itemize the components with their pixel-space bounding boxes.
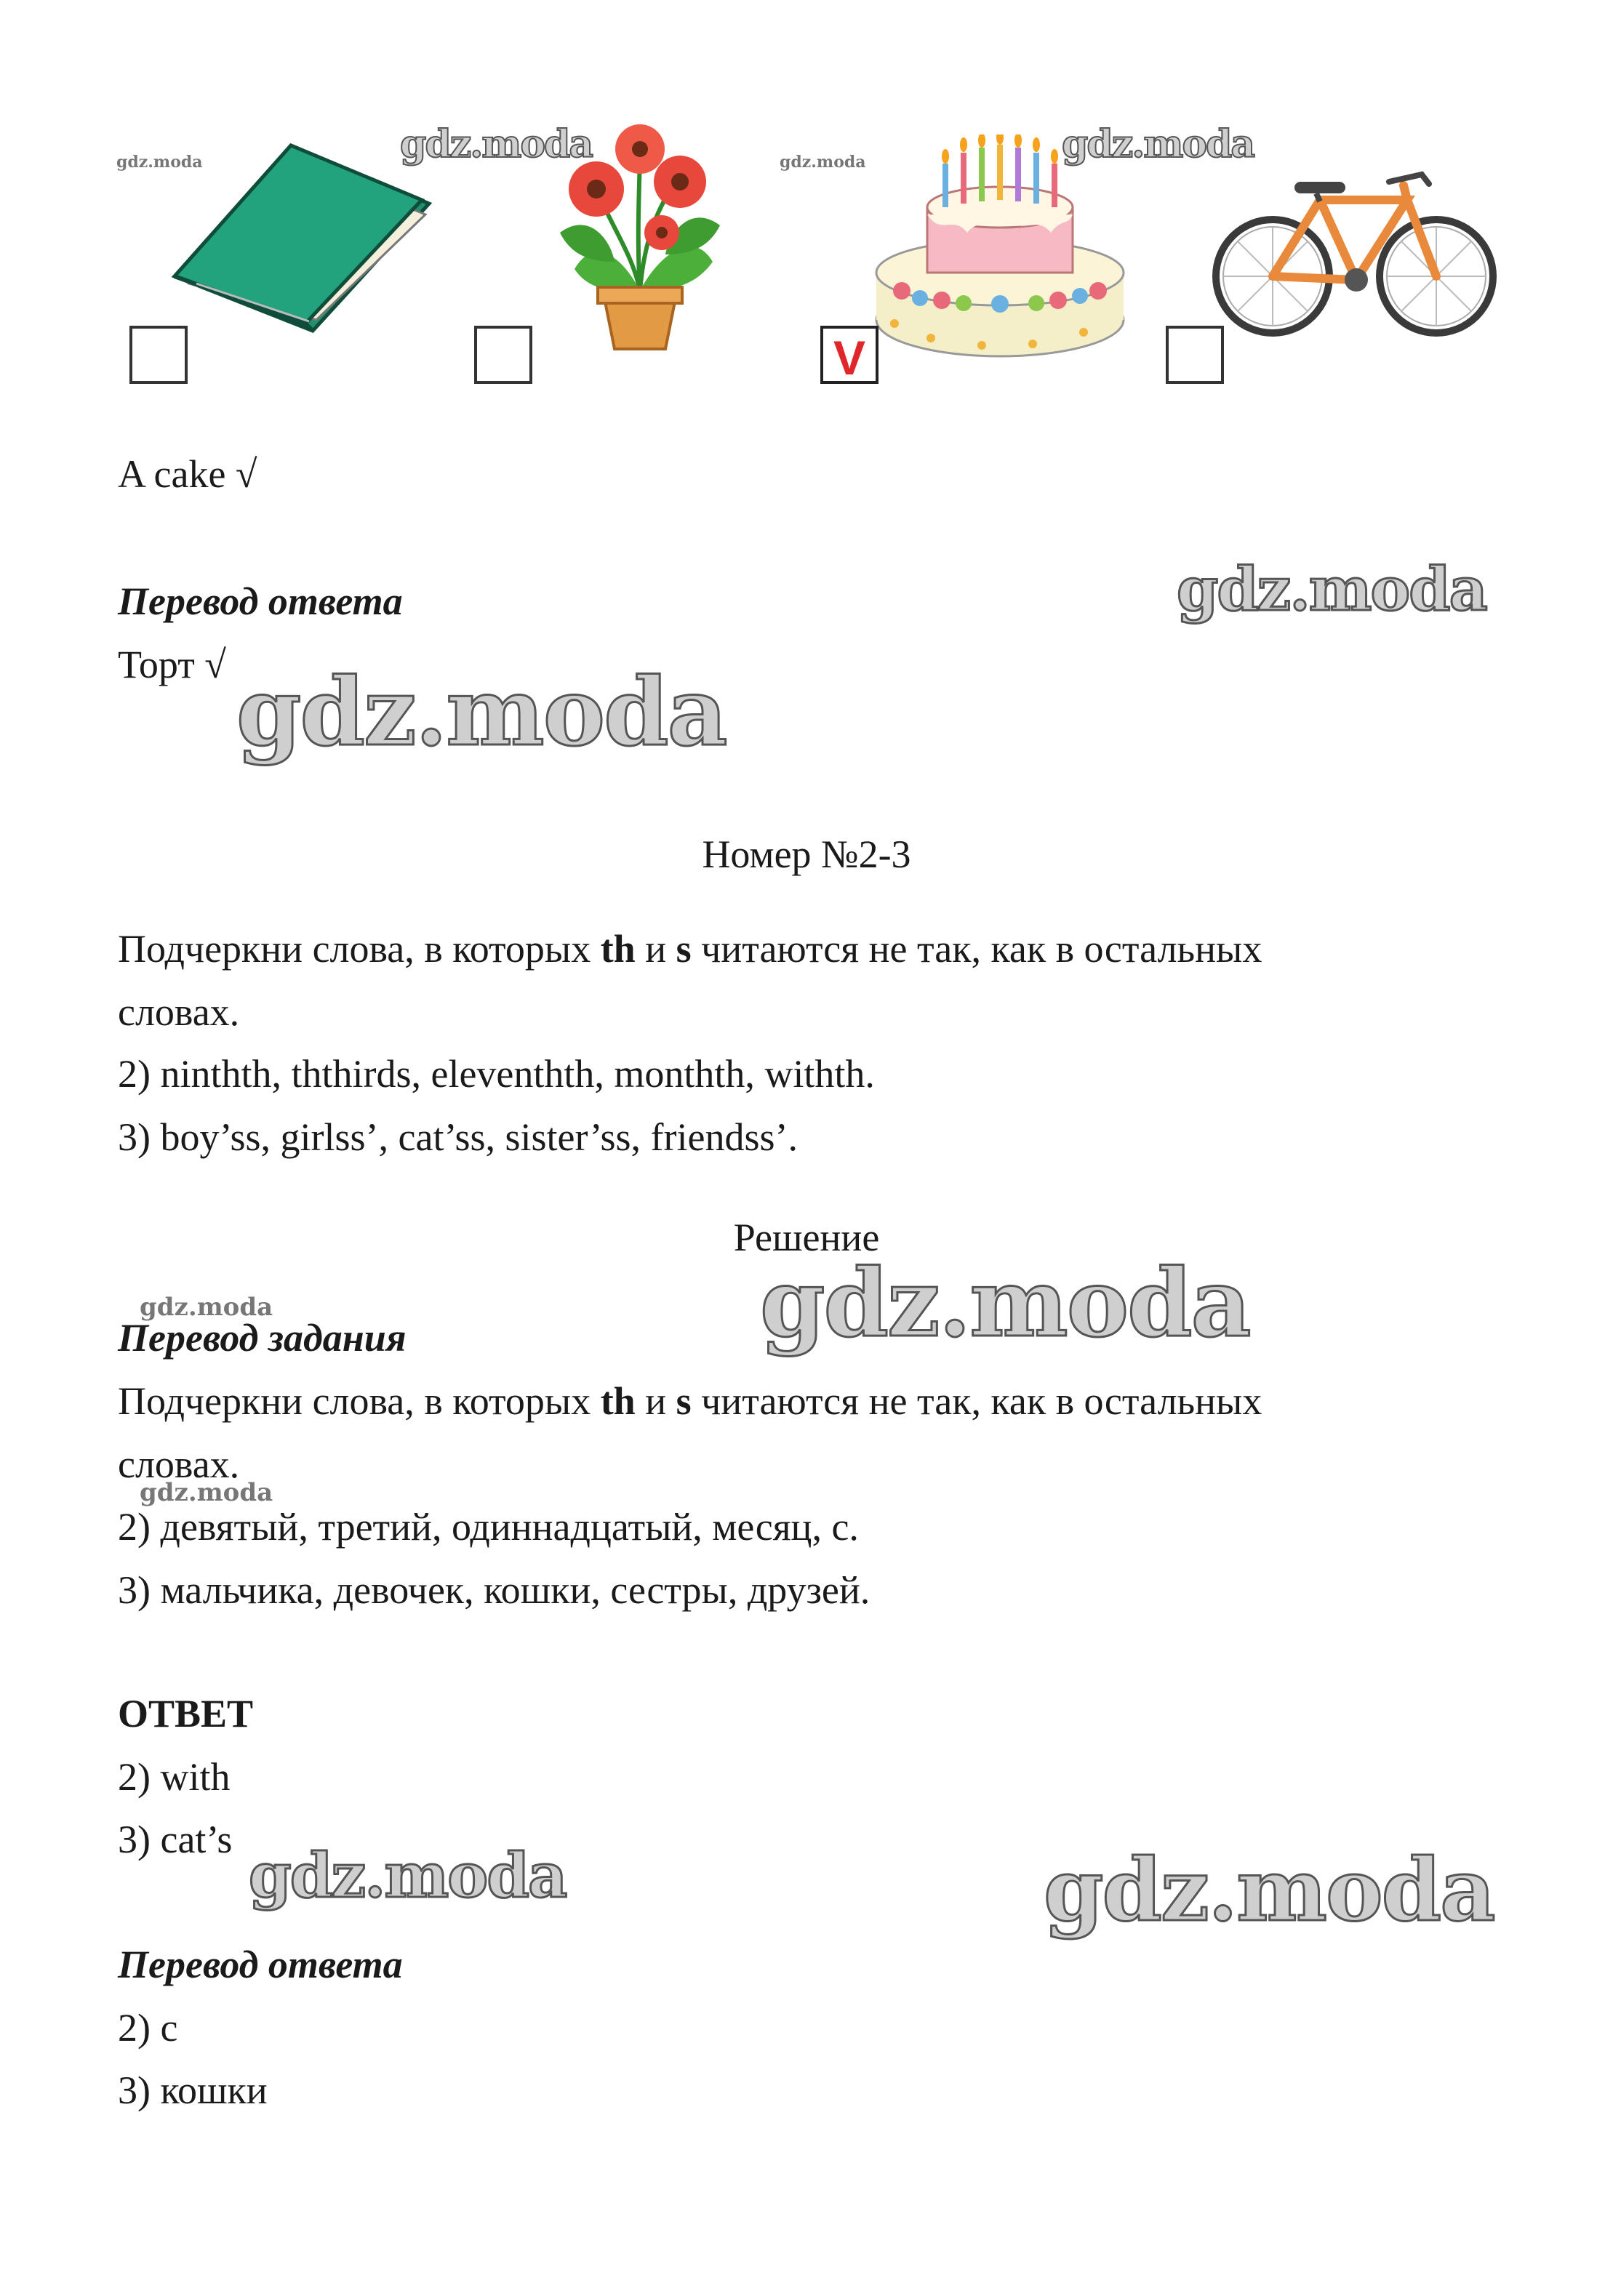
watermark: gdz.moda <box>140 1478 273 1507</box>
task-number: Номер №2-3 <box>702 832 911 876</box>
task-instruction <box>118 926 1262 973</box>
watermark: gdz.moda <box>400 122 593 166</box>
instruction-th: th <box>600 927 636 971</box>
watermark: gdz.moda <box>116 153 203 172</box>
watermark: gdz.moda <box>1062 122 1254 166</box>
instruction-part2: читаются не так, как в остальных <box>691 927 1262 971</box>
birthday-cake-icon <box>873 135 1127 367</box>
watermark: gdz.moda <box>249 1839 567 1911</box>
watermark: gdz.moda <box>140 1293 273 1322</box>
answer-translation-text: Торт √ <box>118 643 226 686</box>
task-item-2: 2) ninthth, ththirds, eleventhth, monthth, withth. <box>118 1052 875 1096</box>
answer2-translation-item-3: 3) кошки <box>118 2068 268 2112</box>
instruction-part1: Подчеркни слова, в которых <box>118 927 601 971</box>
watermark: gdz.moda <box>236 658 727 767</box>
sol-instruction-part2: читаются не так, как в остальных <box>691 1379 1262 1423</box>
solution-instruction <box>118 1378 1262 1425</box>
answer-item-3: 3) cat’s <box>118 1818 233 1861</box>
answer-translation-heading: Перевод ответа <box>118 579 403 623</box>
bicycle-icon <box>1211 142 1502 338</box>
solution-heading: Решение <box>733 1216 880 1259</box>
task-translation-heading: Перевод задания <box>118 1316 407 1360</box>
solution-item-3: 3) мальчика, девочек, кошки, сестры, друзей. <box>118 1568 870 1612</box>
instruction-s: s <box>676 927 692 971</box>
sol-instruction-and: и <box>635 1379 676 1423</box>
watermark: gdz.moda <box>1044 1839 1494 1940</box>
checkbox-cake[interactable] <box>820 326 878 384</box>
sol-instruction-s: s <box>676 1379 692 1423</box>
watermark: gdz.moda <box>1177 555 1486 625</box>
checkbox-bicycle[interactable] <box>1166 326 1224 384</box>
checkbox-book[interactable] <box>129 326 188 384</box>
check-mark: V <box>833 331 866 385</box>
answer-heading: ОТВЕТ <box>118 1692 254 1735</box>
book-icon <box>167 138 444 334</box>
answer-text: A cake √ <box>118 452 257 496</box>
sol-instruction-th: th <box>600 1379 636 1423</box>
watermark: gdz.moda <box>760 1249 1250 1358</box>
task-item-3: 3) boy’ss, girlss’, cat’ss, sister’ss, friendss’. <box>118 1115 798 1159</box>
checkbox-flower[interactable] <box>474 326 532 384</box>
sol-instruction-part1: Подчеркни слова, в которых <box>118 1379 601 1423</box>
watermark: gdz.moda <box>780 153 866 172</box>
instruction-and: и <box>635 927 676 971</box>
task-instruction-line2: словах. <box>118 990 240 1034</box>
answer2-translation-item-2: 2) с <box>118 2006 178 2050</box>
solution-instruction-line2: словах. <box>118 1442 240 1486</box>
solution-item-2: 2) девятый, третий, одиннадцатый, месяц, с. <box>118 1505 859 1549</box>
answer2-translation-heading: Перевод ответа <box>118 1943 403 1986</box>
answer-item-2: 2) with <box>118 1755 231 1799</box>
